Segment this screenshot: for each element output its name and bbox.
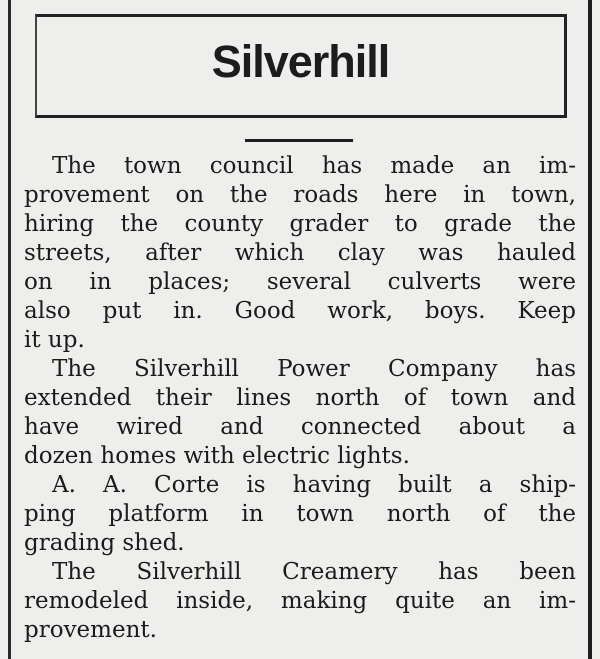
paragraph-1-line-5: on in places; several culverts were: [24, 269, 576, 295]
paragraph-2-line-2: extended their lines north of town and: [24, 385, 576, 411]
column-rule-left: [8, 0, 11, 659]
paragraph-4-line-3: provement.: [24, 617, 157, 643]
article-headline: Silverhill: [211, 36, 390, 87]
article-body: [24, 152, 576, 645]
paragraph-3-line-1: A. A. Corte is having built a ship-: [52, 472, 576, 498]
paragraph-1-line-6: also put in. Good work, boys. Keep: [24, 298, 576, 324]
paragraph-1-line-2: provement on the roads here in town,: [24, 182, 576, 208]
paragraph-2-line-3: have wired and connected about a: [24, 414, 576, 440]
paragraph-1-line-7: it up.: [24, 327, 85, 353]
headline-box: [35, 14, 567, 118]
paragraph-1-line-1: The town council has made an im-: [52, 153, 576, 179]
headline-divider: [245, 139, 353, 142]
paragraph-1-line-4: streets, after which clay was hauled: [24, 240, 576, 266]
paragraph-4-line-2: remodeled inside, making quite an im-: [24, 588, 576, 614]
paragraph-2-line-1: The Silverhill Power Company has: [52, 356, 576, 382]
paragraph-3-line-3: grading shed.: [24, 530, 185, 556]
column-rule-right: [588, 0, 592, 659]
paragraph-4-line-1: The Silverhill Creamery has been: [52, 559, 576, 585]
paragraph-1-line-3: hiring the county grader to grade the: [24, 211, 576, 237]
paragraph-2-line-4: dozen homes with electric lights.: [24, 443, 410, 469]
paragraph-3-line-2: ping platform in town north of the: [24, 501, 576, 527]
